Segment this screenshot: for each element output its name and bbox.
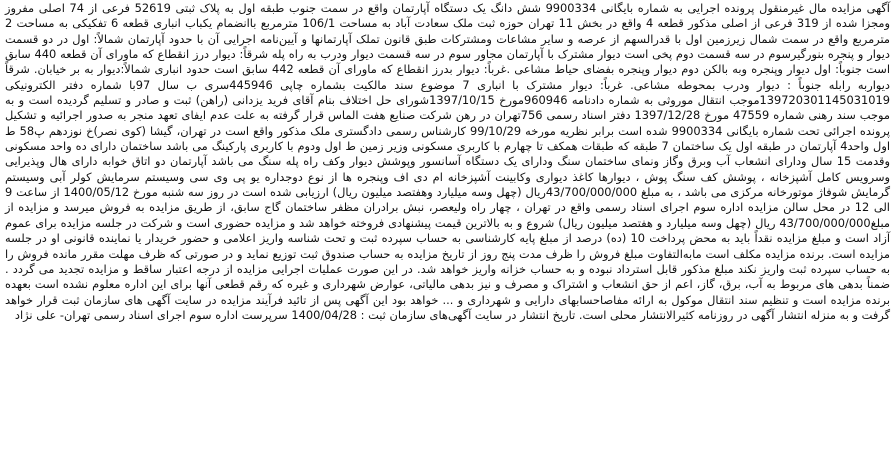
notice-body-text: آگهی مزایده مال غیرمنقول پرونده اجرایی به شماره بایگانی 9900334 شش دانگ یک دستگاه آپارتمان واقع در سمت جنوب طبقه اول به پلاک ثبتی 52619 فرعی از 74 اصلی مفروز ومجزا شده از 319 فرعی از اصلی مذکور قطعه 4 واقع در بخش 11 تهران حوزه ثبت ملک سعادت آباد به مساحت 106/1 مترمربع باانضمام یکباب انباری قطعه 6 تفکیکی به مساحت 2 مترمربع واقع در سمت شمال زیرزمین اول با قدرالسهم از عرصه و سایر مشاعات ومشترکات طبق قانون تملک آپارتمانها و آیین‌نامه اجرایی آن با حدود آپارتمان شمالاً: اول در دو قسمت دیوار و پنجره بنورگیرسوم در سه قسمت دوم پخی است دیوار مشترک با آپارتمان مجاور سوم در سه قسمت دیوار ودرب به راه پله شرقاً: دیوار درز انقطاع که ماورای آن قطعه 440 سابق است جنوباً: اول دیوار وپنجره وبه بالکن دوم دیوار وپنجره بفضای حیاط مشاعی .غرباً: دیوار بدرز انقطاع که ماورای آن قطعه 442 سابق است حدود انباری شمالاً:دیوار به بر خیابان. شرقاً دیواربه رابله جنوباً : دیوار ودرب بمحوطه مشاعی. غرباً: دیوار مشترک با انباری 7 موضوع سند مالکیت بشماره چاپی 445946سری ب سال 97با شماره دفتر الکترونیکی 139720301145031019موجب انتقال موروثی به شماره دادنامه 960946مورخ 1397/10/15شورای حل اختلاف بنام آقای فرید یزدانی (راهن) ثبت و صادر و تسلیم گردیده است و به موجب سند رهنی شماره 47559 مورخ 1397/12/28 دفتر اسناد رسمی 756تهران در رهن شرکت صنایع هفت الماس قرار گرفته به علت عدم ایفای تعهد منجر به صدور اجرائیه و تشکیل پرونده اجرائی تحت شماره بایگانی 9900334 شده است برابر نظریه مورخه 99/10/29 کارشناس رسمی دادگستری ملک مذکور واقع است در تهران، گیشا (کوی نصر)خ نوزدهم پ58 ط اول واحد4 آپارتمان در طبقه اول یک ساختمان 7 طبقه که طبقات همکف تا چهارم با کاربری مسکونی وزیر زمین ط اول ودوم با کاربری پارکینگ می باشد ساختمان دارای ده واحد مسکونی وقدمت 15 سال ودارای انشعاب آب وبرق وگاز ونمای ساختمان سنگ ودارای یک دستگاه آسانسور وپوشش دیوار وکف راه پله سنگ می باشد آپارتمان دو اتاق خوابه دارای هال وپذیرایی وسرویس کامل آشپزخانه ، پوشش کف سنگ پوش ، دیوارها کاغذ دیواری وکابینت آشپزخانه ام دی اف وپنجره ها از نوع دوجداره یو پی وی سی وسیستم سرمایش کولر آبی وسیستم گرمایش شوفاژ موتورخانه مرکزی می باشد ، به مبلغ 43/700/000/000ریال (چهل وسه میلیارد وهفتصد میلیون ریال) ارزیابی شده است در روز سه شنبه مورخ 1400/05/12 از ساعت 9 الی 12 در محل سالن مزایده اداره سوم اجرای اسناد رسمی واقع در تهران ، چهار راه ولیعصر، نبش برادران مظفر ساختمان گاج سابق، از طریق مزایده به فروش میرسد و مزایده از مبلغ43/700/000/000 ریال (چهل وسه میلیارد و هفتصد میلیون ریال) شروع و به بالاترین قیمت پیشنهادی فروخته خواهد شد و مزایده حضوری است و شرکت در جلسه مزایده برای عموم آزاد است و مبلغ مزایده نقداً باید به محض پرداخت 10 (ده) درصد از مبلغ پایه کارشناسی به حساب سپرده ثبت و تحت شناسه واریز اعلامی و حضور خریدار یا نماینده قانونی او در جلسه مزایده است. برنده مزایده مکلف است مابه‌التفاوت مبلغ فروش را ظرف مدت پنج روز از تاریخ مزایده به حساب صندوق ثبت توزیع نماید و در صورتی که ظرف مهلت مقرر مانده فروش را به حساب سپرده ثبت واریز نکند مبلغ مذکور قابل استرداد نبوده و به حساب خزانه واریز خواهد شد. در این صورت عملیات اجرایی مزایده از درجه اعتبار ساقط و مزایده تجدید می گردد . ضمناً بدهی های مربوط به آب، برق، گاز، اعم از حق انشعاب و اشتراک و مصرف و نیز بدهی مالیاتی، عوارض شهرداری و غیره که رقم قطعی آنها برای این اداره معلوم نشده است بعهده برنده مزایده است و تنظیم سند انتقال موکول به ارائه مفاصاحسابهای دارایی و شهرداری و ... خواهد بود این آگهی پس از تائید فرآیند مزایده در سایت آگهی های سازمان ثبت قرار خواهد گرفت و به منزله انتشار آگهی در روزنامه کثیرالانتشار محلی است. تاریخ انتشار در سایت آگهی‌های سازمان ثبت : 1400/04/28 سرپرست اداره سوم اجرای اسناد رسمی تهران- علی نژاد <box>5 1 891 322</box>
